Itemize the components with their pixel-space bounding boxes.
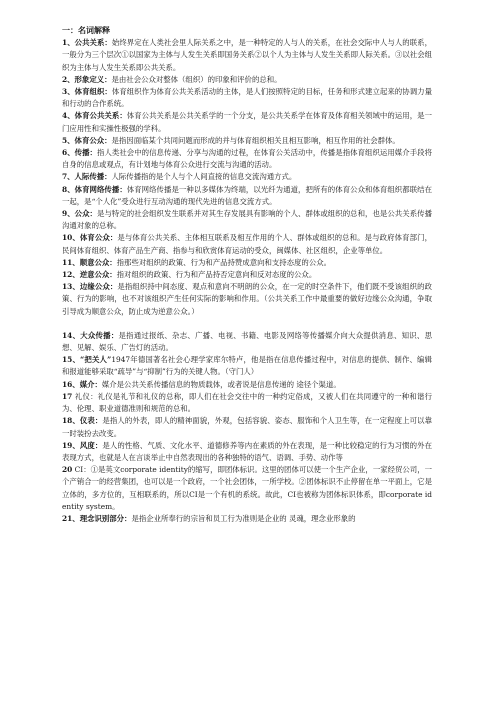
glossary-entry	[62, 208, 432, 232]
entry-definition: 体育网络传播是一种以多媒体为终端，以光纤为通道，把所有的体育公众和体育组织都联结在一起，是“个人化”受众进行互动沟通的现代先进的信息交流方式。	[62, 184, 432, 206]
entry-term: 传播：	[74, 148, 97, 158]
entry-definition: 是指因面临某个共同问题而形成的并与体育组织相关且相互影响，相互作用的社会群体。	[111, 135, 400, 145]
entry-definition: 1947年德国著名社会心理学家库尔特卢，他是指在信息传播过程中，对信息的提供、制作、编辑和报道能够采取“疏导”与“抑制”行为的关键人物。（守门人）	[62, 355, 432, 377]
glossary-entry	[62, 440, 432, 464]
glossary-entry	[62, 354, 432, 378]
glossary-entry	[62, 513, 432, 525]
entry-definition: 体育组织作为体育公共关系活动的主体，是人们按照特定的目标，任务和形式建立起来的协调力量和行动的合作系统。	[62, 87, 432, 109]
glossary-entry	[62, 110, 432, 134]
entry-number: 4、	[62, 111, 75, 121]
entry-definition: 指那些对组织的政策、行为和产品持赞成意向和支持态度的公众。	[116, 257, 331, 267]
entry-definition: CI：①是英文corporate identity的缩写，即团体标识。这里的团体可以使一个生产企业，一家经贸公司，一个产销合一的经营集团，也可以是一个政府，一个社会团体，一所学校。②团体标识不止停留在单一平面上，它是立体的，多方位的，互相联系的，所以CI是一个有机的系统。故此，CI也被称为团体标识体系，即corporate identity system。	[62, 465, 432, 511]
entry-definition: 始终界定在人类社会里人际关系之中，是一种特定的人与人的关系，在社会交际中人与人的联系，一般分为三个层次①以国家为主体与人发生关系即国务关系②以个人为主体与人发生关系即人际关系。③以社会组织为主体与人发生关系即公共关系。	[62, 38, 432, 72]
glossary-entry	[62, 269, 432, 281]
entry-number: 12、	[62, 270, 80, 280]
entry-term: 体育组织：	[74, 87, 112, 97]
entry-term: 逆意公众：	[79, 270, 117, 280]
entry-number: 3、	[62, 87, 75, 97]
glossary-entry	[62, 464, 432, 513]
entry-term: 大众传播：	[80, 330, 119, 340]
entry-definition: 媒介是公共关系传播信息的物质载体，或者说是信息传递的 途径个渠道。	[101, 379, 341, 389]
entry-number: 2、	[62, 74, 75, 84]
glossary-entry	[62, 391, 432, 415]
glossary-entry	[62, 379, 432, 391]
entry-definition: 是指企业所奉行的宗旨和员工行为准则是企业的 灵魂，理念业形象的	[131, 513, 356, 523]
paragraph-gap	[62, 318, 432, 330]
entry-term: 人际传播：	[74, 172, 112, 182]
glossary-entry	[62, 147, 432, 171]
entry-number: 11、	[62, 257, 80, 267]
glossary-entry	[62, 37, 432, 74]
glossary-entry	[62, 74, 432, 86]
entry-number: 1、	[62, 38, 75, 48]
entry-definition: 是由社会公众对整体（组织）的印象和评价的总和。	[111, 74, 282, 84]
entry-definition: 礼仪：礼仪是礼节和礼仪的总称，即人们在社会交往中的一种约定俗成，又被人们在共同遵守的一种和谐行为、伦理、职业道德准则和规范的总和。	[62, 391, 432, 414]
entry-definition: 是与体育公共关系、主体相互联系及相互作用的个人、群体或组织的总和。是与政府体育部门，民间体育组织、体育产品生产商、指参与和欣赏体育运动的受众，闽媒体、社区组织，企业等单位。	[62, 233, 432, 255]
entry-number: 21、	[62, 513, 80, 523]
entry-term: 顺意公众：	[79, 257, 117, 267]
entry-definition: 是指通过报纸、杂志、广播、电视、书籍、电影及网络等传播媒介向大众提供消息、知识、思想、见解、娱乐、广告灯的活动。	[62, 330, 432, 353]
glossary-entry	[62, 257, 432, 269]
entry-number: 7、	[62, 172, 75, 182]
entry-term: 媒介：	[79, 379, 102, 389]
entry-number: 5、	[62, 135, 75, 145]
entry-term: 体育公共关系：	[74, 111, 127, 121]
entry-number: 13、	[62, 282, 80, 292]
glossary-list	[62, 37, 432, 525]
entry-number: 20	[62, 465, 73, 475]
entry-number: 6、	[62, 148, 75, 158]
entry-term: 风度：	[79, 440, 103, 450]
document-content	[62, 24, 432, 525]
entry-definition: 指对组织的政策、行为和产品持否定意向和反对态度的公众。	[116, 270, 317, 280]
entry-definition: 体育公共关系是公共关系学的一个分支，是公共关系学在体育及体育相关领域中的运用，是一门应用性和实操性极强的学科。	[62, 111, 432, 133]
glossary-entry	[62, 135, 432, 147]
entry-number: 16、	[62, 379, 80, 389]
glossary-entry	[62, 281, 432, 318]
glossary-entry	[62, 415, 432, 439]
glossary-entry	[62, 330, 432, 354]
glossary-entry	[62, 232, 432, 256]
entry-definition: 指人类社会中的信息传递、分享与沟通的过程，在体育公关活动中，传播是指体育组织运用媒介手段将自身的信息或观点，有计划地与体育公众进行交流与沟通的活动。	[62, 148, 432, 170]
entry-number: 10、	[62, 233, 80, 243]
entry-definition: 是指人的外表，即人的精神面貌，外观，包括容貌、姿态、服饰和个人卫生等，在一定程度上可以靠一时装扮去改变。	[62, 416, 432, 438]
entry-definition: 是指组织持中间态度、观点和意向不明朗的公众，在一定的时空条件下，他们既不受该组织的政策、行为的影响，也不对该组织产生任何实际的影响和作用。（公共关系工作中最重要的做好边缘公众沟通，争取引导成为顺意公众，防止成为逆意公众。）	[62, 282, 432, 316]
entry-number: 9、	[62, 209, 75, 219]
entry-term: 公共关系：	[74, 38, 112, 48]
glossary-entry	[62, 86, 432, 110]
entry-number: 8、	[62, 184, 75, 194]
entry-term: 形象定义：	[74, 74, 112, 84]
glossary-entry	[62, 184, 432, 208]
entry-number: 19、	[62, 440, 80, 450]
glossary-entry	[62, 171, 432, 183]
entry-number: 15、	[62, 355, 80, 365]
entry-term: 仪表：	[79, 416, 103, 426]
entry-term: 边缘公众：	[79, 282, 118, 292]
entry-term: 公众：	[74, 209, 97, 219]
entry-term: 理念识别部分：	[79, 513, 132, 523]
entry-definition: 是人的性格、气质、文化水平、道德修养等内在素质的外在表现，是一种比较稳定的行为习惯的外在表现方式，也就是人在言谈举止中自然表现出的各种独特的语气、语调、手势、动作等	[62, 440, 432, 462]
entry-number: 18、	[62, 416, 80, 426]
entry-definition: 人际传播指的是个人与个人间直接的信息交流沟通方式。	[111, 172, 297, 182]
entry-number: 17	[62, 391, 73, 401]
section-title: 一：名词解释	[62, 25, 110, 35]
entry-definition: 是与特定的社会组织发生联系并对其生存发展具有影响的个人、群体或组织的总和，也是公共关系传播沟通对象的总称。	[62, 209, 432, 231]
entry-term: “把关人”	[80, 355, 112, 365]
entry-term: 体育网络传播：	[74, 184, 127, 194]
entry-term: 体育公众：	[79, 233, 118, 243]
entry-term: 体育公众：	[74, 135, 112, 145]
entry-number: 14、	[62, 330, 81, 340]
